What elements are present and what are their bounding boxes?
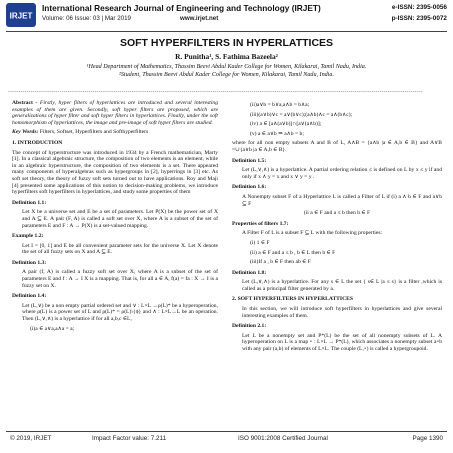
definition-1-6-heading: Definition 1.6: — [232, 184, 267, 191]
definition-1-5-text: Let (L,∨,∧) is a hyperlattice. A partial ordering relation ≤ is defined on L by x ≤ y if and only if x ∧ y = x and x ∨ y = y . — [242, 167, 442, 180]
properties-text: A Filter F of L is a subset F ⊆ L with the following properties: — [242, 230, 383, 237]
property-2: (ii) a ∈ F and a ≤ b , b ∈ L then b ∈ F — [250, 249, 336, 256]
property-3: (iii)If a , b ∈ F then ab ∈ F — [250, 259, 311, 266]
definition-2-1-heading: Definition 2.1: — [232, 323, 267, 330]
intro-heading: 1. INTRODUCTION — [12, 139, 63, 146]
definition-1-1-heading: Definition 1.1: — [12, 199, 47, 206]
axiom-5: (v) a ∈ a∨b ⇒ a∧b = b; — [250, 130, 304, 137]
axiom-3: (iii)(a∨b)∨c = a∨(b∨c);(a∧b)∧c = a∧(b∧c); — [250, 111, 353, 118]
definition-1-3-heading: Definition 1.3: — [12, 259, 47, 266]
volume-issue: Volume: 06 Issue: 03 | Mar 2019 — [42, 15, 131, 22]
definition-2-1-text: Let L be a nonempty set and P*(L) be the set of all nonempty subsets of L. A hyperoperation on L is a map ∘ : L×L → P*(L), which associates a nonempty subset a∘b with any pair (a,b) of elements of L×L. The couple (L,∘) is called a hypergroupoid. — [242, 332, 442, 353]
example-1-2-heading: Example 1.2: — [12, 233, 44, 240]
definition-1-5-heading: Definition 1.5: — [232, 157, 267, 164]
journal-name: International Research Journal of Engineering and Technology (IRJET) — [42, 3, 321, 13]
definition-1-8-text: Let (L,∨,∧) is a hyperlattice. For any s ∈ L the set { s∈ L |a ≤ s} is a filter ,which is called as a principal filter generated by a. — [242, 279, 442, 292]
keywords — [12, 129, 218, 136]
section-2-text: In this section, we will introduce soft hyperfilters in hyperlattices and give several interesting examples of them. — [242, 306, 442, 319]
header-rule — [6, 31, 447, 32]
property-1: (i) 1 ∈ F — [250, 239, 270, 246]
example-1-2-text: Let I = [0, 1] and E be all convenient parameter sets for the universe X. Let X denote the set of all fuzzy sets on X and A ⊆ E. — [22, 242, 218, 256]
right-column — [232, 102, 442, 356]
keywords-label: Key Words: — [12, 129, 39, 136]
journal-url[interactable]: www.irjet.net — [180, 15, 219, 22]
journal-header — [4, 2, 449, 30]
definition-1-3-text: A pair (f, A) is called a fuzzy soft set over X, where A is a subset of the set of parameters E and f : A → I X is a mapping. That is, for all a ∈ A, f(a) = fa : X → I is a fuzzy set on X. — [22, 269, 218, 289]
definition-1-8-heading: Definition 1.8: — [232, 269, 267, 276]
left-column — [12, 100, 218, 335]
irjet-logo — [6, 3, 36, 27]
e-issn: e-ISSN: 2395-0056 — [391, 4, 447, 11]
axiom-4: (iv) a ∈ [a∧(a∨b)]∩[a∨(a∧b)]; — [250, 121, 322, 128]
footer-page: Page 1390 — [412, 435, 443, 442]
intro-text: The concept of hyperstructure was introduced in 1934 by a French mathematician, Marty [1]. In a classical algebraic structure, the composition of two elements is an element, while in an algebraic hyperstructure, the composition of two elements is a set. There appeared many components of hyperalgebras such as hypergroups in [2], hyperrings in [3] etc. As soft set theory, the theory of fuzzy soft sets turned out to have applications. Roy and Maji [4] presented some applications of this notion to decision-making problems, we introduce hyperfilters soft hyperfilters in hyperlattices, and study some properties of them — [12, 149, 218, 196]
abstract-label: Abstract - — [12, 100, 38, 106]
definition-1-6-text: A Nonempty subset F of a Hyperlattice L is called a Filter of L if (i) a ∧ b ∈ F and a∨b ⊆ F — [242, 193, 442, 207]
p-issn: p-ISSN: 2395-0072 — [391, 15, 447, 22]
keywords-text: Filters, Softset, Hyperfilters and Softhyperfilters — [38, 129, 149, 136]
definition-1-4-text: Let (L,∨) be a non empty partial ordered set and ∨ : L×L →ρ(L)* be a hyperoperation, where ρ(L) is a power set of L and ρ(L)* = ρ(L)\{ϕ} and ∧ : L×L→L be an operation. Then (L,∨,∧) is a hyperlattice if for all a,b,c ∈L, — [22, 302, 218, 323]
abstract-text: Firstly, hyper filters of hyperlattices are introduced and several interesting examples of them are given. Secondly, soft hyper filters are proposed, which are generalizations of hyper filter and soft hyper filters in hyperlattices. Finally, under the soft homomorphism of hyperlattices, the image and pre-image of soft hyper filters are studied. — [12, 100, 219, 126]
axiom-1: (i)a ∈ a∨a,a∧a = a; — [30, 325, 75, 332]
definition-1-6-eq: (ii a ∈ F and a ≤ b then b ∈ F — [303, 210, 371, 217]
definition-1-4-heading: Definition 1.4: — [12, 293, 47, 300]
footer-iso: ISO 9001:2008 Certified Journal — [238, 435, 328, 442]
section-2-heading: 2. SOFT HYPERFILTERS IN HYPERLATTICES — [232, 296, 353, 303]
definition-1-1-text: Let X be a universe set and E be a set of parameters. Let P(X) be the power set of X and A ⊆ E. A pair (F, A) is called a soft set over X, where A is a subset of the set of parameters E and F : A → P(X) is a set-valued mapping. — [22, 209, 218, 229]
abstract — [12, 100, 218, 126]
affiliation-1: ¹Head Department of Mathematics, Thassim Beevi Abdul Kader College for Women, Kilakarai, Tamil Nadu, India. — [86, 64, 367, 70]
paper-title: SOFT HYPERFILTERS IN HYPERLATTICES — [119, 37, 334, 49]
footer-impact-factor: Impact Factor value: 7.211 — [92, 435, 167, 442]
axiom-2: (ii)a∨b = b∨a,a∧b = b∧a; — [250, 102, 310, 108]
separator-dashes: --------------------------------------------------------------------------------------------------------------------------------------------------------------------------------------------------------- — [8, 90, 424, 95]
footer-rule — [6, 431, 447, 432]
paper-authors: R. Punitha¹, S. Fathima Bazeela² — [175, 52, 278, 61]
axiom-note: where for all non empty subsets A and B of L, A∧B = {a∧b |a ∈ A,b ∈ B} and A∨B =∪{a∨b |a ∈ A,b ∈ B}. — [232, 140, 442, 153]
footer-copyright: © 2019, IRJET — [10, 435, 52, 442]
logo-text: IRJET — [9, 11, 33, 21]
properties-heading: Properties of filters 1.7: — [232, 220, 289, 227]
affiliation-2: ²Student, Thassim Beevi Abdul Kader College for Women, Kilakarai, Tamil Nadu, India. — [119, 72, 334, 78]
